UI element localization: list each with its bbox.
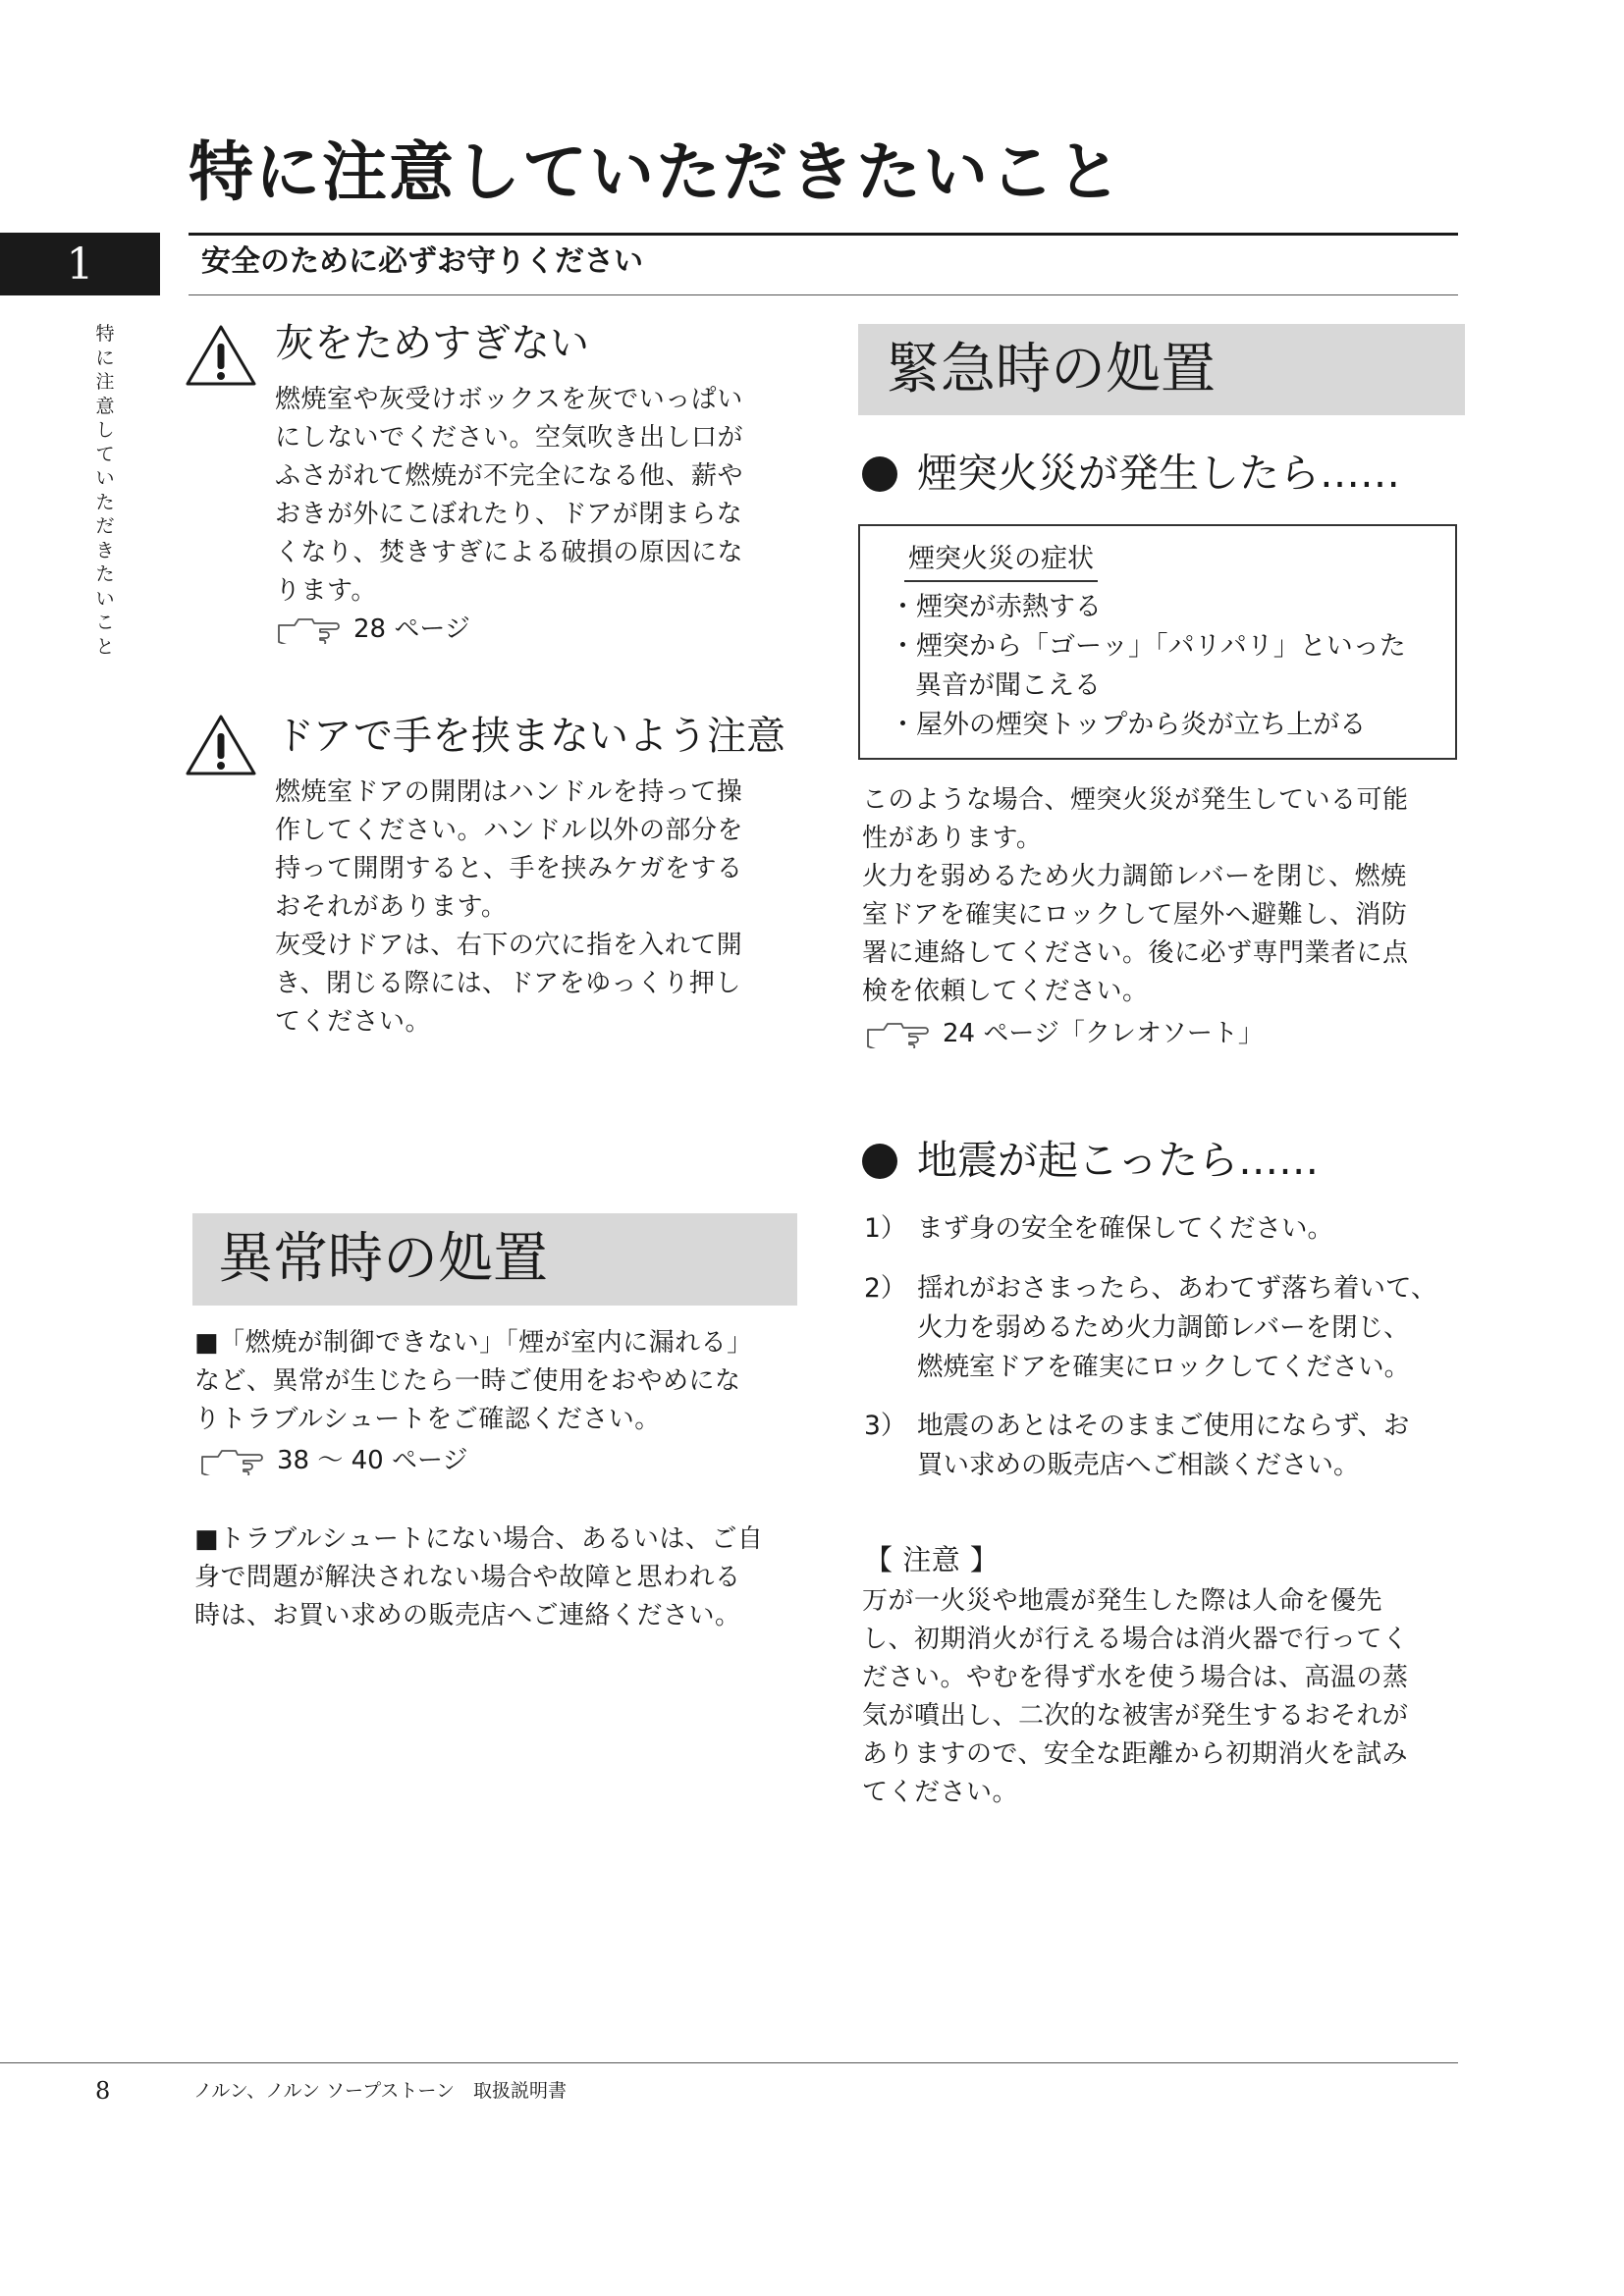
step-number: 3） — [864, 1411, 907, 1441]
side-label-char: に — [95, 347, 115, 369]
text-line: 万が一火災や地震が発生した際は人命を優先 — [862, 1586, 1383, 1616]
symptom-box — [858, 524, 1457, 760]
chapter-number-box — [0, 233, 160, 295]
text-line: き、閉じる際には、ドアをゆっくり押し — [275, 969, 741, 998]
side-label-char: 注 — [95, 371, 115, 393]
text-line: 署に連絡してください。後に必ず専門業者に点 — [862, 938, 1409, 968]
warning-triangle-icon — [185, 714, 257, 776]
abnormal-paragraph-2 — [194, 1521, 763, 1635]
side-label-char: こ — [95, 612, 115, 633]
text-line: 燃焼室ドアの開閉はハンドルを持って操 — [275, 777, 743, 807]
text-line: 持って開閉すると、手を挟みケガをする — [275, 854, 743, 883]
page-reference-24 — [866, 1015, 1264, 1053]
text-line: くなり、焚きすぎによる破損の原因にな — [275, 538, 744, 567]
heading-text: 地震が起こったら…… — [917, 1137, 1320, 1184]
section-title: 異常時の処置 — [218, 1227, 548, 1291]
bullet-dot-icon — [862, 1144, 897, 1179]
side-label-char: い — [95, 467, 115, 489]
reference-text: 38 ～ 40 ページ — [277, 1446, 468, 1475]
step-text — [917, 1209, 1333, 1249]
text-line: 性があります。 — [862, 824, 1043, 853]
symptom-item: ・煙突が赤熱する — [890, 592, 1102, 622]
side-label-char: い — [95, 587, 115, 610]
text-line: 灰受けドアは、右下の穴に指を入れて開 — [275, 931, 743, 960]
section-subtitle: 安全のために必ずお守りください — [201, 244, 643, 279]
pointing-hand-icon — [866, 1021, 929, 1048]
text-line: 時は、お買い求めの販売店へご連絡ください。 — [194, 1601, 741, 1630]
text-line: まず身の安全を確保してください。 — [917, 1213, 1333, 1244]
reference-text: 24 ページ「クレオソート」 — [943, 1019, 1264, 1048]
warning-heading-ash: 灰をためすぎない — [275, 321, 589, 366]
vertical-side-label — [90, 322, 120, 659]
page-title: 特に注意していただきたいこと — [189, 133, 1123, 210]
step-text — [917, 1269, 1436, 1387]
text-line: 室ドアを確実にロックして屋外へ避難し、消防 — [862, 900, 1408, 930]
side-label-char: 意 — [95, 395, 115, 417]
warning-body-ash — [275, 381, 743, 611]
symptom-list — [890, 588, 1406, 745]
pointing-hand-icon — [277, 616, 340, 644]
text-line: 地震のあとはそのままご使用にならず、お — [917, 1411, 1410, 1441]
earthquake-steps-2 — [864, 1269, 1436, 1387]
text-line: 揺れがおさまったら、あわてず落ち着いて、 — [917, 1273, 1437, 1304]
pointing-hand-icon — [200, 1448, 263, 1475]
text-line: ります。 — [275, 576, 377, 606]
side-label-char: き — [95, 539, 115, 561]
page-reference-28 — [277, 611, 470, 649]
emergency-section-header — [858, 324, 1465, 415]
title-divider — [189, 233, 1458, 236]
side-label-char: し — [95, 419, 115, 441]
text-line: 検を依頼してください。 — [862, 977, 1149, 1006]
text-line: おきが外にこぼれたり、ドアが閉まらな — [275, 500, 743, 529]
text-line: 燃焼室ドアを確実にロックしてください。 — [917, 1352, 1411, 1382]
text-line: ■「燃焼が制御できない」「煙が室内に漏れる」 — [194, 1328, 753, 1358]
text-line: など、異常が生じたら一時ご使用をおやめにな — [194, 1366, 741, 1396]
earthquake-steps — [864, 1209, 1333, 1249]
text-line: てください。 — [275, 1007, 432, 1037]
text-line: 気が噴出し、二次的な被害が発生するおそれが — [862, 1701, 1409, 1731]
text-line: 燃焼室や灰受けボックスを灰でいっぱい — [275, 385, 743, 414]
section-title: 緊急時の処置 — [886, 337, 1216, 401]
text-line: し、初期消火が行える場合は消火器で行ってく — [862, 1625, 1409, 1654]
text-line: ふさがれて燃焼が不完全になる他、薪や — [275, 461, 744, 491]
abnormal-paragraph-1 — [194, 1324, 753, 1439]
chimney-fire-heading — [862, 450, 1400, 497]
earthquake-heading — [862, 1137, 1320, 1184]
caution-label: 【 注意 】 — [864, 1543, 1000, 1576]
step-number: 2） — [864, 1273, 907, 1304]
symptom-item: ・煙突から「ゴーッ」「パリパリ」といった — [890, 631, 1406, 662]
text-line: 火力を弱めるため火力調節レバーを閉じ、燃焼 — [862, 862, 1407, 891]
text-line: ■トラブルシュートにない場合、あるいは、ご自 — [194, 1524, 764, 1554]
side-label-char: だ — [95, 515, 115, 537]
text-line: てください。 — [862, 1778, 1019, 1807]
text-line: おそれがあります。 — [275, 892, 508, 922]
warning-triangle-icon — [185, 324, 257, 387]
side-label-char: と — [95, 635, 115, 658]
step-item — [864, 1269, 1436, 1387]
text-line: 作してください。ハンドル以外の部分を — [275, 816, 744, 845]
footer-document-title: ノルン、ノルン ソープストーン 取扱説明書 — [193, 2080, 567, 2102]
earthquake-steps-3 — [864, 1407, 1409, 1485]
text-line: 身で問題が解決されない場合や故障と思われる — [194, 1563, 741, 1592]
reference-text: 28 ページ — [353, 614, 470, 644]
chapter-number: 1 — [66, 239, 94, 290]
text-line: このような場合、煙突火災が発生している可能 — [862, 785, 1409, 815]
warning-body-door — [275, 774, 743, 1041]
side-label-char: た — [95, 491, 115, 513]
step-text — [917, 1407, 1409, 1485]
step-number: 1） — [864, 1213, 907, 1244]
chimney-fire-body — [862, 781, 1409, 1011]
step-item — [864, 1407, 1409, 1485]
page-number: 8 — [95, 2077, 111, 2105]
symptom-item: ・屋外の煙突トップから炎が立ち上がる — [890, 710, 1367, 740]
side-label-char: 特 — [95, 323, 115, 345]
heading-text: 煙突火災が発生したら…… — [917, 450, 1400, 497]
text-line: にしないでください。空気吹き出し口が — [275, 423, 744, 453]
caution-body — [862, 1582, 1409, 1812]
symptom-item: 異音が聞こえる — [915, 670, 1101, 701]
side-label-char: て — [95, 443, 115, 465]
text-line: 火力を弱めるため火力調節レバーを閉じ、 — [917, 1312, 1410, 1343]
text-line: りトラブルシュートをご確認ください。 — [194, 1405, 661, 1434]
bullet-dot-icon — [862, 456, 897, 492]
warning-heading-door: ドアで手を挟まないよう注意 — [275, 714, 785, 759]
symptom-title: 煙突火災の症状 — [904, 546, 1098, 582]
footer-divider — [0, 2062, 1458, 2063]
subtitle-divider — [189, 294, 1458, 295]
side-label-char: た — [95, 563, 115, 585]
step-item — [864, 1209, 1333, 1249]
text-line: 買い求めの販売店へご相談ください。 — [917, 1450, 1360, 1480]
page-reference-38-40 — [200, 1442, 467, 1480]
text-line: ださい。やむを得ず水を使う場合は、高温の蒸 — [862, 1663, 1409, 1692]
abnormal-section-header — [192, 1213, 797, 1306]
text-line: ありますので、安全な距離から初期消火を試み — [862, 1739, 1408, 1769]
